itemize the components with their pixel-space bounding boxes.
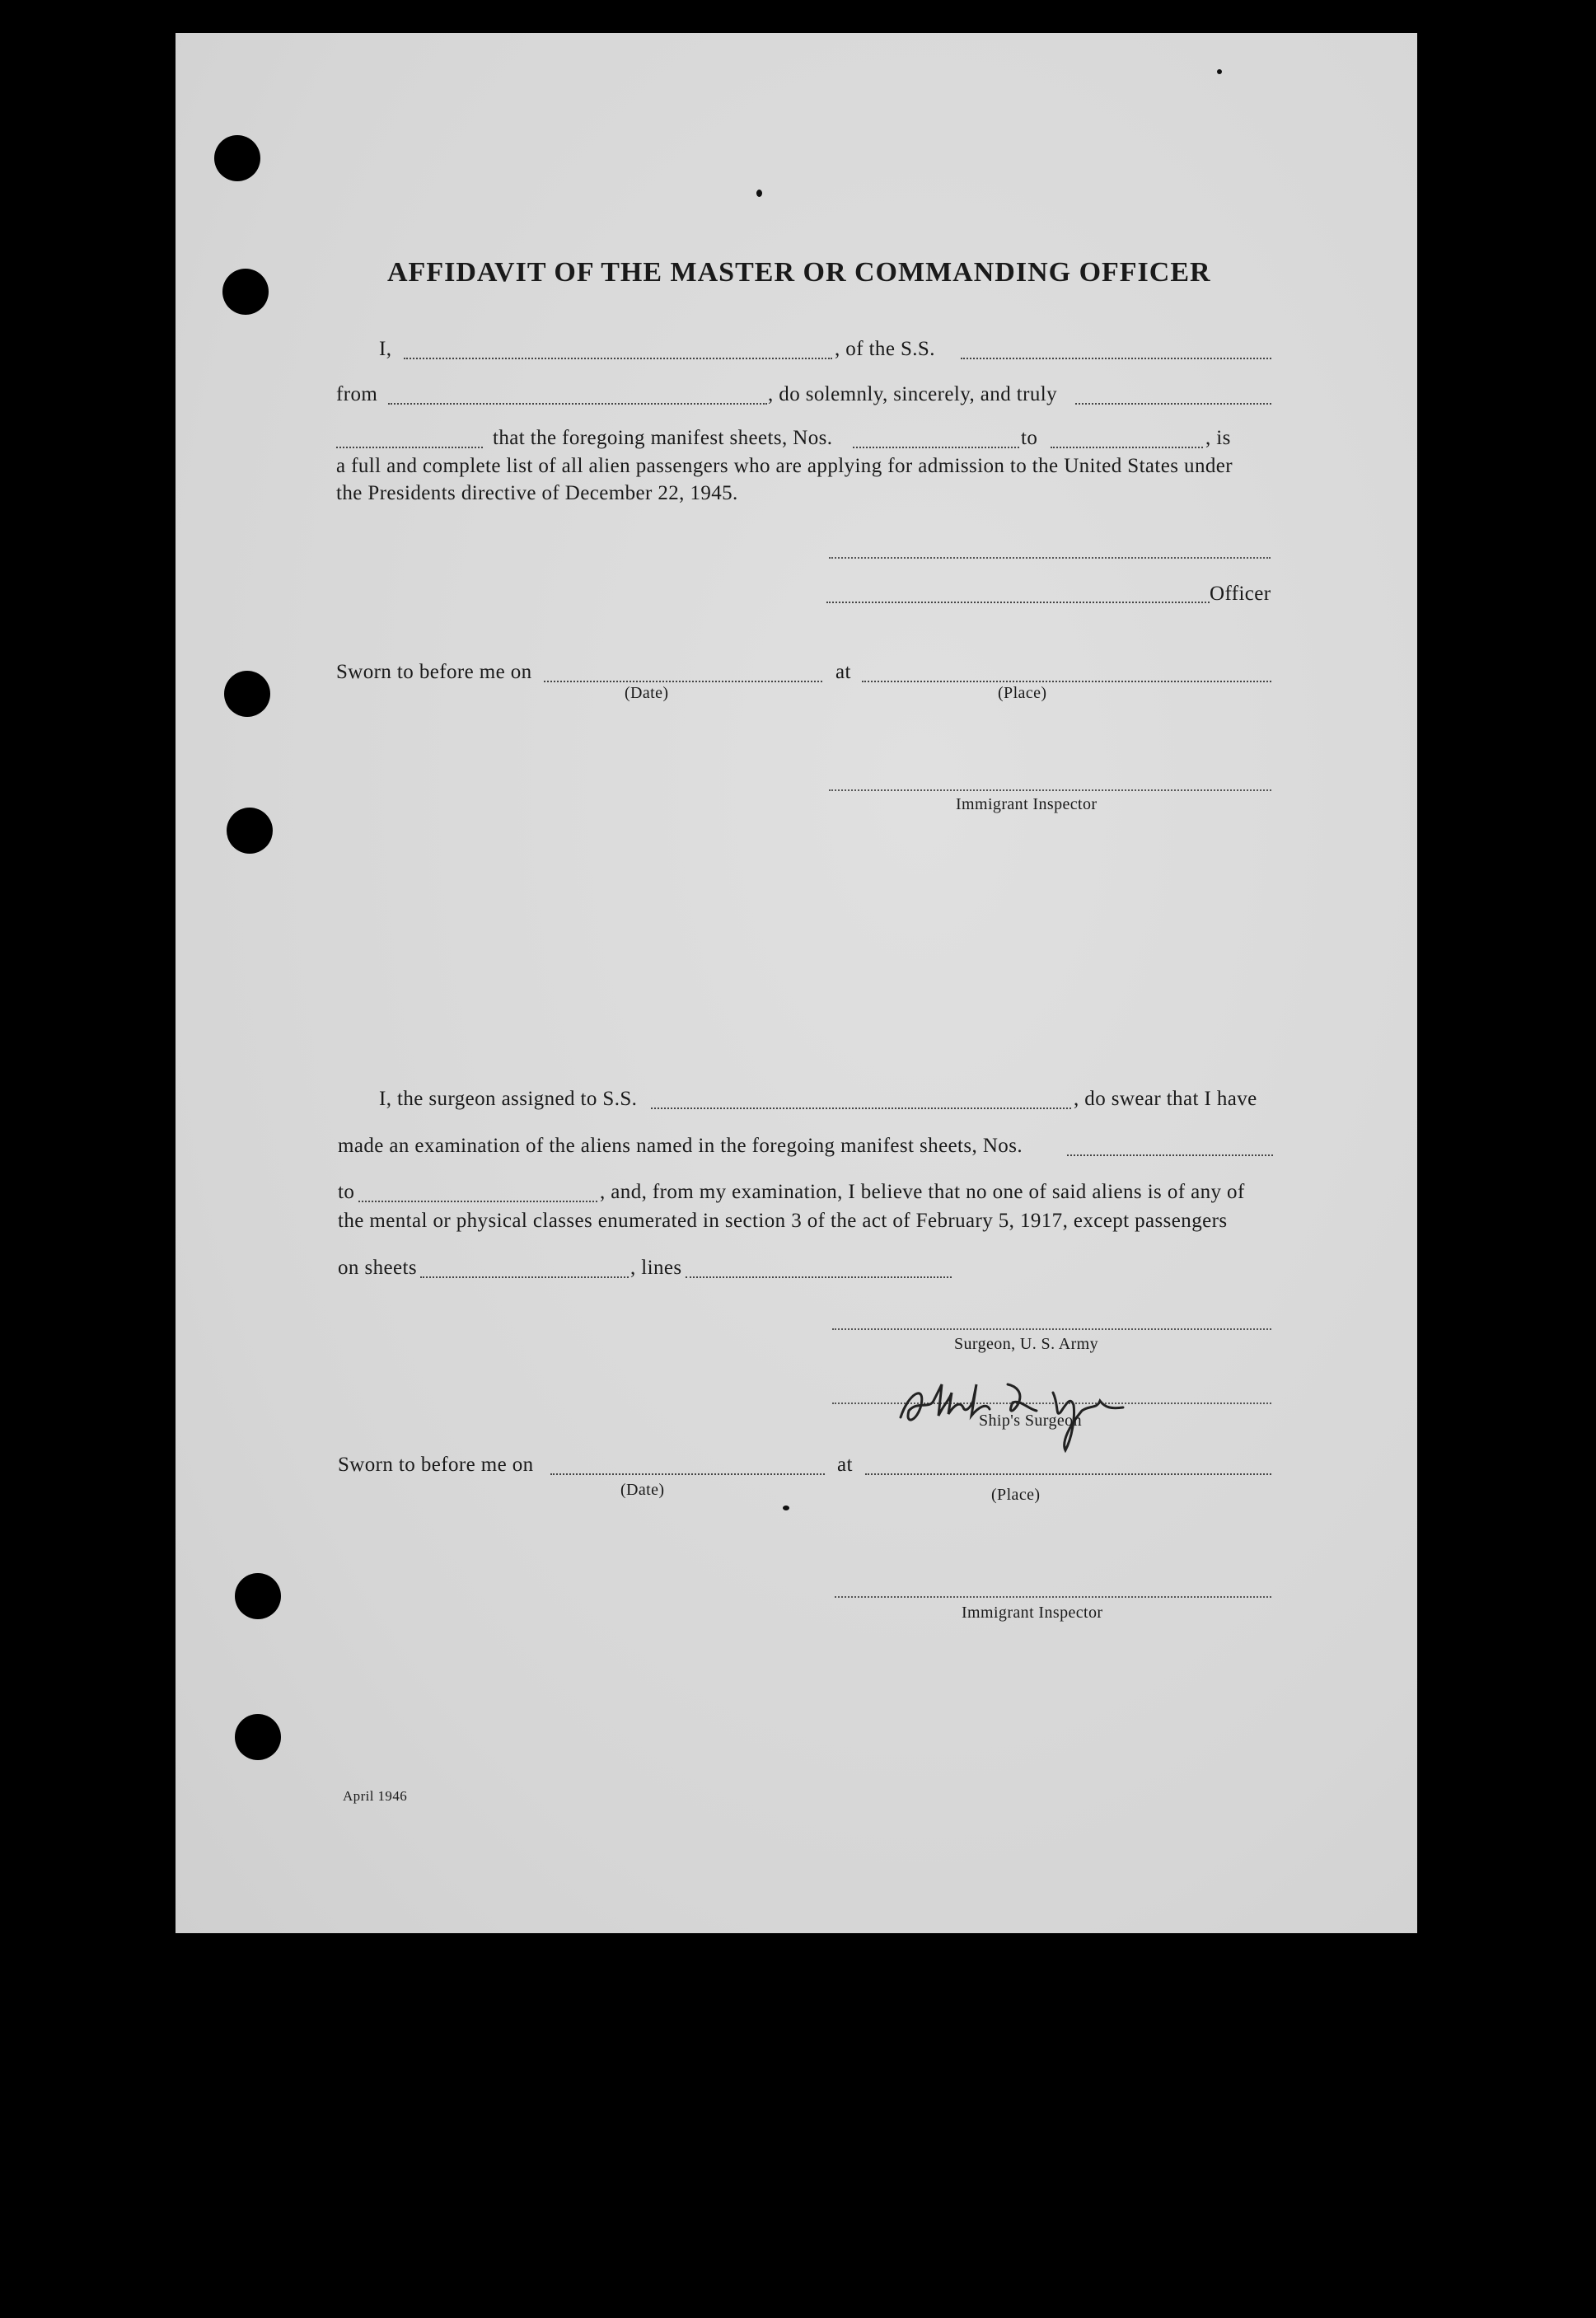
text: , lines (630, 1257, 682, 1279)
text: , do swear that I have (1074, 1088, 1257, 1110)
oath-field[interactable] (1075, 403, 1271, 405)
text: that the foregoing manifest sheets, Nos. (493, 427, 833, 449)
inspector-caption: Immigrant Inspector (956, 795, 1098, 813)
text: Sworn to before me on (336, 661, 532, 683)
sheets-to-field[interactable] (1051, 447, 1203, 448)
text: from (336, 383, 378, 405)
signature-line[interactable] (829, 557, 1271, 559)
text: to (1021, 427, 1038, 449)
place-caption: (Place) (991, 1486, 1041, 1504)
ink-speck (783, 1506, 789, 1510)
text: I, the surgeon assigned to S.S. (379, 1088, 638, 1110)
text: Sworn to before me on (338, 1454, 534, 1476)
master-name-field[interactable] (404, 358, 832, 359)
text: to (338, 1181, 355, 1203)
text: the Presidents directive of December 22, 1945. (336, 482, 738, 504)
surgeon-sworn-date-field[interactable] (550, 1473, 825, 1475)
text: the mental or physical classes enumerated in section 3 of the act of February 5, 1917, except passengers (338, 1210, 1228, 1232)
text: , is (1205, 427, 1231, 449)
inspector-caption: Immigrant Inspector (962, 1604, 1103, 1622)
place-caption: (Place) (998, 684, 1047, 702)
sworn-place-field[interactable] (862, 681, 1271, 682)
punch-hole (224, 671, 270, 717)
text: made an examination of the aliens named in the foregoing manifest sheets, Nos. (338, 1135, 1023, 1157)
officer-label: Officer (1210, 583, 1271, 605)
inspector-signature-line[interactable] (829, 789, 1271, 791)
sworn-date-field[interactable] (544, 681, 822, 682)
form-page (176, 33, 1417, 1933)
date-caption: (Date) (625, 684, 669, 702)
declare-field[interactable] (336, 447, 483, 448)
text: at (835, 661, 851, 683)
punch-hole (235, 1573, 281, 1619)
text: I, (379, 338, 392, 360)
army-surgeon-caption: Surgeon, U. S. Army (954, 1335, 1099, 1353)
sheets-from-field[interactable] (853, 447, 1019, 448)
except-sheets-field[interactable] (420, 1276, 629, 1278)
text: , of the S.S. (835, 338, 935, 360)
text: , do solemnly, sincerely, and truly (768, 383, 1057, 405)
date-caption: (Date) (620, 1481, 665, 1499)
surgeon-sheets-to-field[interactable] (358, 1201, 597, 1202)
officer-signature-field[interactable] (826, 602, 1210, 603)
form-print-date: April 1946 (343, 1788, 408, 1804)
ships-surgeon-caption: Ship's Surgeon (979, 1412, 1082, 1430)
form-title: AFFIDAVIT OF THE MASTER OR COMMANDING OFFICER (387, 257, 1211, 288)
surgeon-sworn-place-field[interactable] (865, 1473, 1271, 1475)
army-surgeon-line[interactable] (832, 1328, 1271, 1330)
punch-hole (214, 135, 260, 181)
surgeon-ship-field[interactable] (651, 1107, 1071, 1109)
punch-hole (222, 269, 269, 315)
ink-speck (756, 190, 762, 197)
surgeon-sheets-field[interactable] (1067, 1154, 1273, 1156)
text: , and, from my examination, I believe that no one of said aliens is of any of (600, 1181, 1245, 1203)
text: at (837, 1454, 853, 1476)
punch-hole (227, 808, 273, 854)
text: a full and complete list of all alien passengers who are applying for admission to the United States under (336, 455, 1233, 477)
ink-speck (1217, 69, 1222, 74)
port-from-field[interactable] (388, 403, 767, 405)
inspector-signature-line[interactable] (835, 1596, 1271, 1598)
ship-name-field[interactable] (961, 358, 1271, 359)
except-lines-field[interactable] (686, 1276, 952, 1278)
handwritten-signature (884, 1360, 1131, 1459)
punch-hole (235, 1714, 281, 1760)
text: on sheets (338, 1257, 417, 1279)
